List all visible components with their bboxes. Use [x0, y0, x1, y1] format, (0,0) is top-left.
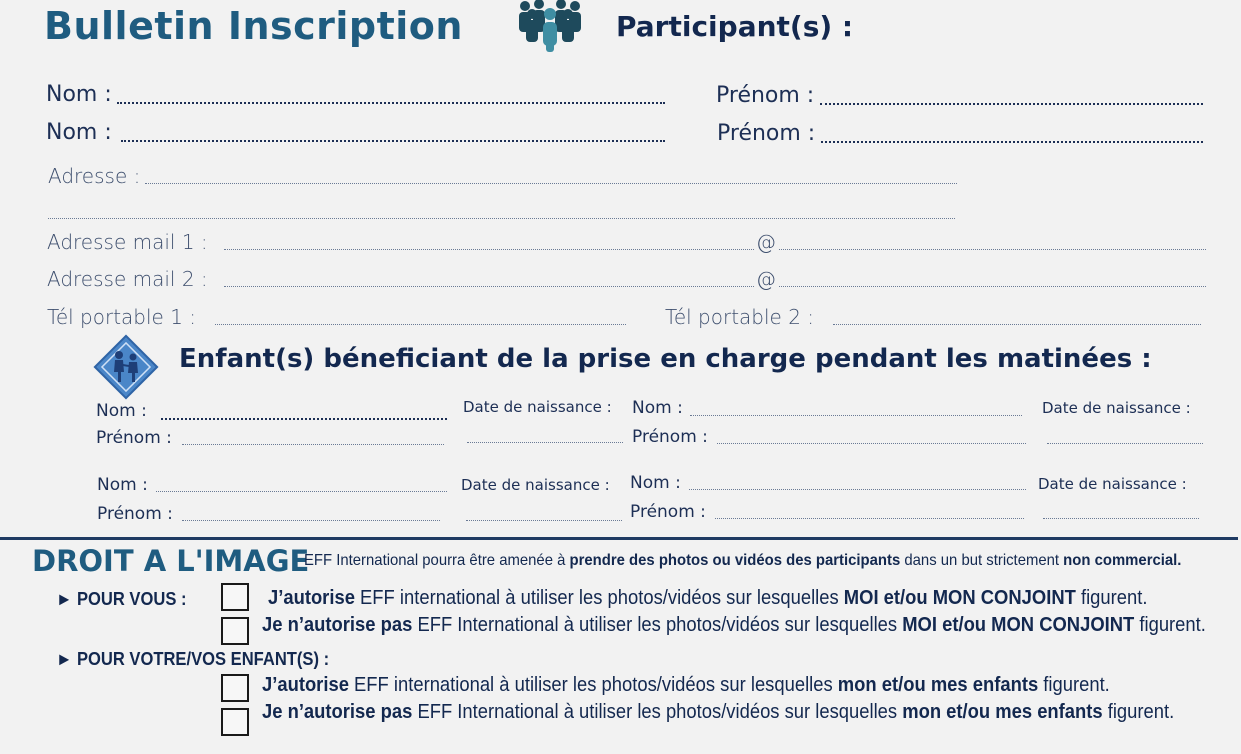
nom-label-1: Nom : [46, 82, 112, 107]
nom-field-1[interactable] [117, 102, 665, 104]
child1-nom-field[interactable] [161, 418, 447, 420]
child4-nom-label: Nom : [630, 473, 681, 493]
prenom-field-1[interactable] [820, 103, 1203, 105]
mail2-label: Adresse mail 2 : [47, 267, 208, 291]
autorise-pas-moi-text: Je n’autorise pas EFF International à utiliser les photos/vidéos sur lesquelles MOI et/ou MON CONJOINT figurent. [262, 614, 1206, 636]
prenom-field-2[interactable] [821, 141, 1203, 143]
autorise-pas-enfants-text: Je n’autorise pas EFF International à utiliser les photos/vidéos sur lesquelles mon et/ou mes enfants figurent. [262, 701, 1175, 723]
child3-dob-label: Date de naissance : [461, 476, 610, 494]
page-title: Bulletin Inscription [44, 4, 463, 48]
child2-nom-field[interactable] [690, 415, 1022, 416]
child4-dob-label: Date de naissance : [1038, 475, 1187, 493]
child3-nom-label: Nom : [97, 475, 148, 495]
people-group-icon [515, 0, 585, 54]
child4-prenom-field[interactable] [715, 518, 1024, 519]
child3-nom-field[interactable] [156, 491, 447, 492]
child4-prenom-label: Prénom : [630, 502, 706, 522]
image-rights-title: DROIT A L'IMAGE [32, 544, 310, 578]
adresse-field-2[interactable] [48, 218, 955, 219]
child1-dob-field[interactable] [467, 442, 623, 443]
tel1-label: Tél portable 1 : [47, 305, 197, 329]
checkbox-autorise-moi[interactable] [221, 583, 249, 611]
mail1-field-domain[interactable] [779, 249, 1206, 250]
child2-dob-label: Date de naissance : [1042, 399, 1191, 417]
child1-prenom-label: Prénom : [96, 428, 172, 448]
child2-nom-label: Nom : [632, 398, 683, 418]
child4-dob-field[interactable] [1043, 518, 1199, 519]
child1-dob-label: Date de naissance : [463, 398, 612, 416]
child1-nom-label: Nom : [96, 401, 147, 421]
checkbox-autorise-pas-enfants[interactable] [221, 708, 249, 736]
mail1-field-user[interactable] [224, 249, 754, 250]
adresse-label: Adresse : [48, 164, 141, 188]
child3-dob-field[interactable] [466, 520, 622, 521]
mail2-field-domain[interactable] [779, 286, 1206, 287]
tel1-field[interactable] [215, 324, 626, 325]
child3-prenom-label: Prénom : [97, 504, 173, 524]
prenom-label-2: Prénom : [717, 121, 816, 146]
checkbox-autorise-enfants[interactable] [221, 674, 249, 702]
section-divider [0, 537, 1238, 540]
mail1-label: Adresse mail 1 : [47, 230, 208, 254]
child2-prenom-field[interactable] [717, 443, 1026, 444]
child4-nom-field[interactable] [689, 489, 1026, 490]
children-section-title: Enfant(s) béneficiant de la prise en charge pendant les matinées : [179, 344, 1152, 374]
pour-enfants-label: ► POUR VOTRE/VOS ENFANT(S) : [56, 649, 330, 669]
child3-prenom-field[interactable] [182, 520, 440, 521]
child1-prenom-field[interactable] [182, 444, 444, 445]
adresse-field-1[interactable] [145, 183, 957, 184]
participants-heading: Participant(s) : [616, 10, 854, 43]
mail2-at: @ [756, 267, 776, 291]
mail2-field-user[interactable] [224, 286, 754, 287]
pour-vous-label: ► POUR VOUS : [56, 589, 187, 609]
checkbox-autorise-pas-moi[interactable] [221, 617, 249, 645]
nom-label-2: Nom : [46, 120, 112, 145]
child2-prenom-label: Prénom : [632, 427, 708, 447]
nom-field-2[interactable] [121, 140, 665, 142]
image-rights-description: EFF International pourra être amenée à prendre des photos ou vidéos des participants dans un but strictement non commercial. [304, 552, 1182, 569]
mail1-at: @ [756, 230, 776, 254]
child2-dob-field[interactable] [1047, 443, 1203, 444]
tel2-field[interactable] [833, 324, 1201, 325]
tel2-label: Tél portable 2 : [665, 305, 815, 329]
children-crossing-icon [91, 332, 161, 402]
autorise-enfants-text: J’autorise EFF international à utiliser les photos/vidéos sur lesquelles mon et/ou mes enfants figurent. [262, 674, 1110, 696]
autorise-moi-text: J’autorise EFF international à utiliser les photos/vidéos sur lesquelles MOI et/ou MON CONJOINT figurent. [268, 587, 1148, 609]
prenom-label-1: Prénom : [716, 83, 815, 108]
